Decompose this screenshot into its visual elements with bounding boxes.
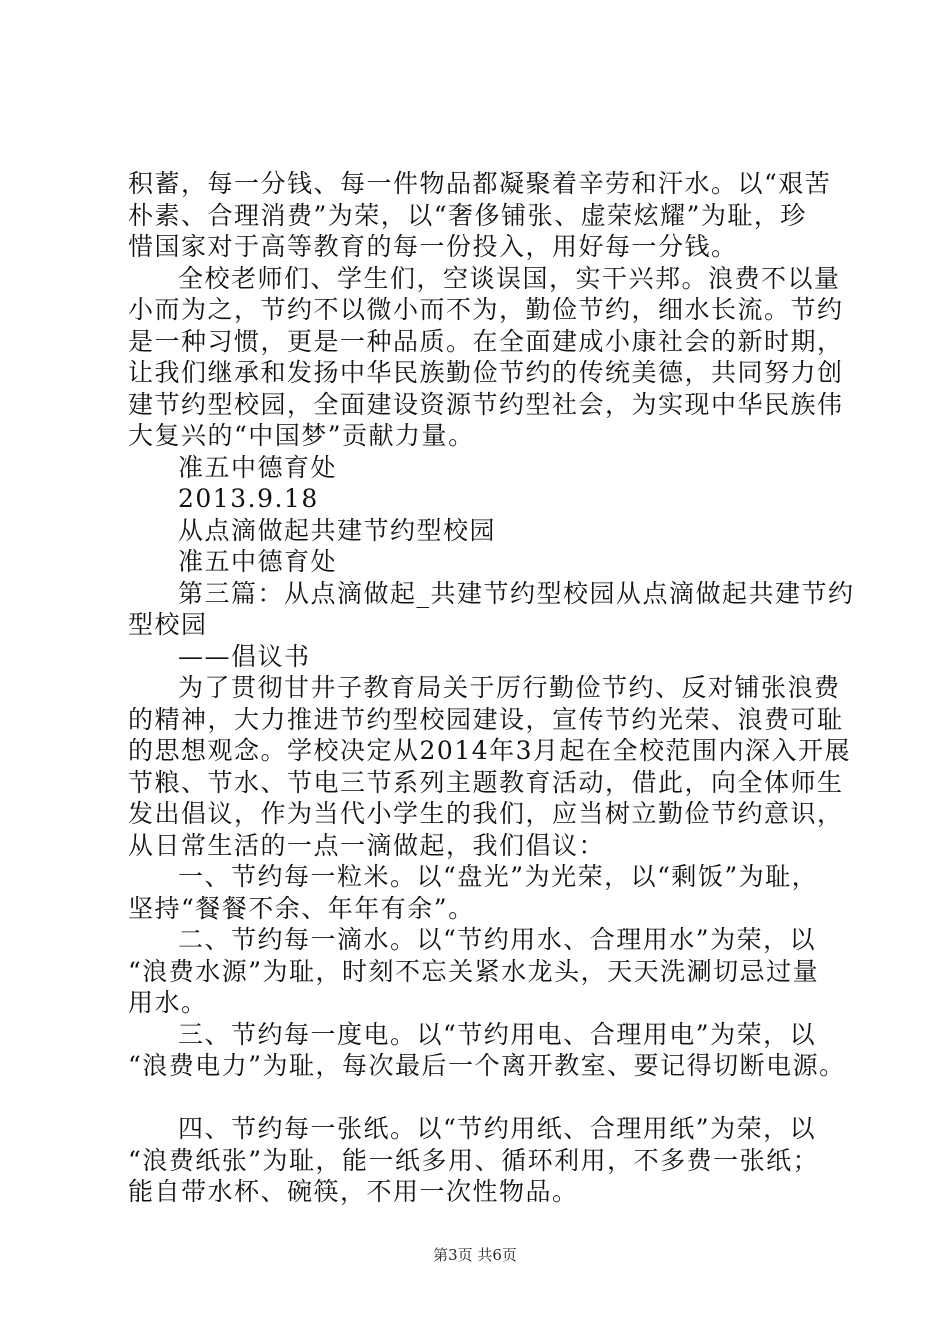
text-line: 惜国家对于高等教育的每一份投入，用好每一分钱。	[128, 232, 738, 261]
subtitle: ——倡议书	[178, 641, 311, 671]
text-line: 大复兴的“中国梦”贡献力量。	[128, 421, 475, 450]
text-line: 能自带水杯、碗筷，不用一次性物品。	[128, 1177, 579, 1206]
paragraph-start: 为了贯彻甘井子教育局关于厉行勤俭节约、反对铺张浪费	[178, 673, 841, 702]
text-line: 从日常生活的一点一滴做起，我们倡议：	[128, 830, 606, 860]
signature-org: 准五中德育处	[178, 547, 338, 576]
text-line: 积蓄，每一分钱、每一件物品都凝聚着辛劳和汗水。以“艰苦	[128, 169, 832, 198]
text-line: 让我们继承和发扬中华民族勤俭节约的传统美德，共同努力创	[128, 358, 844, 387]
text-line: 节粮、节水、节电三节系列主题教育活动，借此，向全体师生	[128, 767, 844, 797]
text-line: 坚持“餐餐不余、年年有余”。	[128, 893, 475, 923]
text-line: 用水。	[128, 988, 208, 1017]
page-footer: 第3页 共6页	[433, 1246, 517, 1264]
paragraph-start: 全校老师们、学生们，空谈误国，实干兴邦。浪费不以量	[178, 263, 841, 293]
signature-date: 2013.9.18	[178, 484, 319, 513]
text-line: 的精神，大力推进节约型校园建设，宣传节约光荣、浪费可耻	[128, 704, 844, 734]
section-title: 从点滴做起共建节约型校园	[178, 515, 497, 545]
paragraph-start: 三、节约每一度电。以“节约用电、合理用电”为荣，以	[178, 1019, 817, 1049]
text-line: 发出倡议，作为当代小学生的我们，应当树立勤俭节约意识，	[128, 799, 844, 828]
text-line: 的思想观念。学校决定从2014年3月起在全校范围内深入开展	[128, 736, 852, 765]
text-line: “浪费纸张”为耻，能一纸多用、循环利用，不多费一张纸；	[128, 1145, 820, 1175]
chapter-heading-cont: 型校园	[128, 610, 208, 639]
paragraph-start: 一、节约每一粒米。以“盘光”为光荣，以“剩饭”为耻，	[178, 862, 819, 891]
text-line: “浪费电力”为耻，每次最后一个离开教室、要记得切断电源。	[128, 1051, 846, 1080]
paragraph-start: 四、节约每一张纸。以“节约用纸、合理用纸”为荣，以	[178, 1114, 817, 1143]
text-line: 是一种习惯，更是一种品质。在全面建成小康社会的新时期，	[128, 326, 844, 356]
text-line: 朴素、合理消费”为荣，以“奢侈铺张、虚荣炫耀”为耻，珍	[128, 200, 807, 230]
text-line: 建节约型校园，全面建设资源节约型社会，为实现中华民族伟	[128, 389, 844, 419]
paragraph-start: 二、节约每一滴水。以“节约用水、合理用水”为荣，以	[178, 925, 817, 954]
text-line: “浪费水源”为耻，时刻不忘关紧水龙头，天天洗涮切忌过量	[128, 956, 820, 986]
blank-line	[128, 1082, 848, 1114]
text-line: 小而为之，节约不以微小而不为，勤俭节约，细水长流。节约	[128, 295, 844, 324]
signature-org: 准五中德育处	[178, 452, 338, 482]
chapter-heading: 第三篇：从点滴做起_共建节约型校园从点滴做起共建节约	[178, 578, 855, 608]
document-body	[128, 168, 855, 1208]
